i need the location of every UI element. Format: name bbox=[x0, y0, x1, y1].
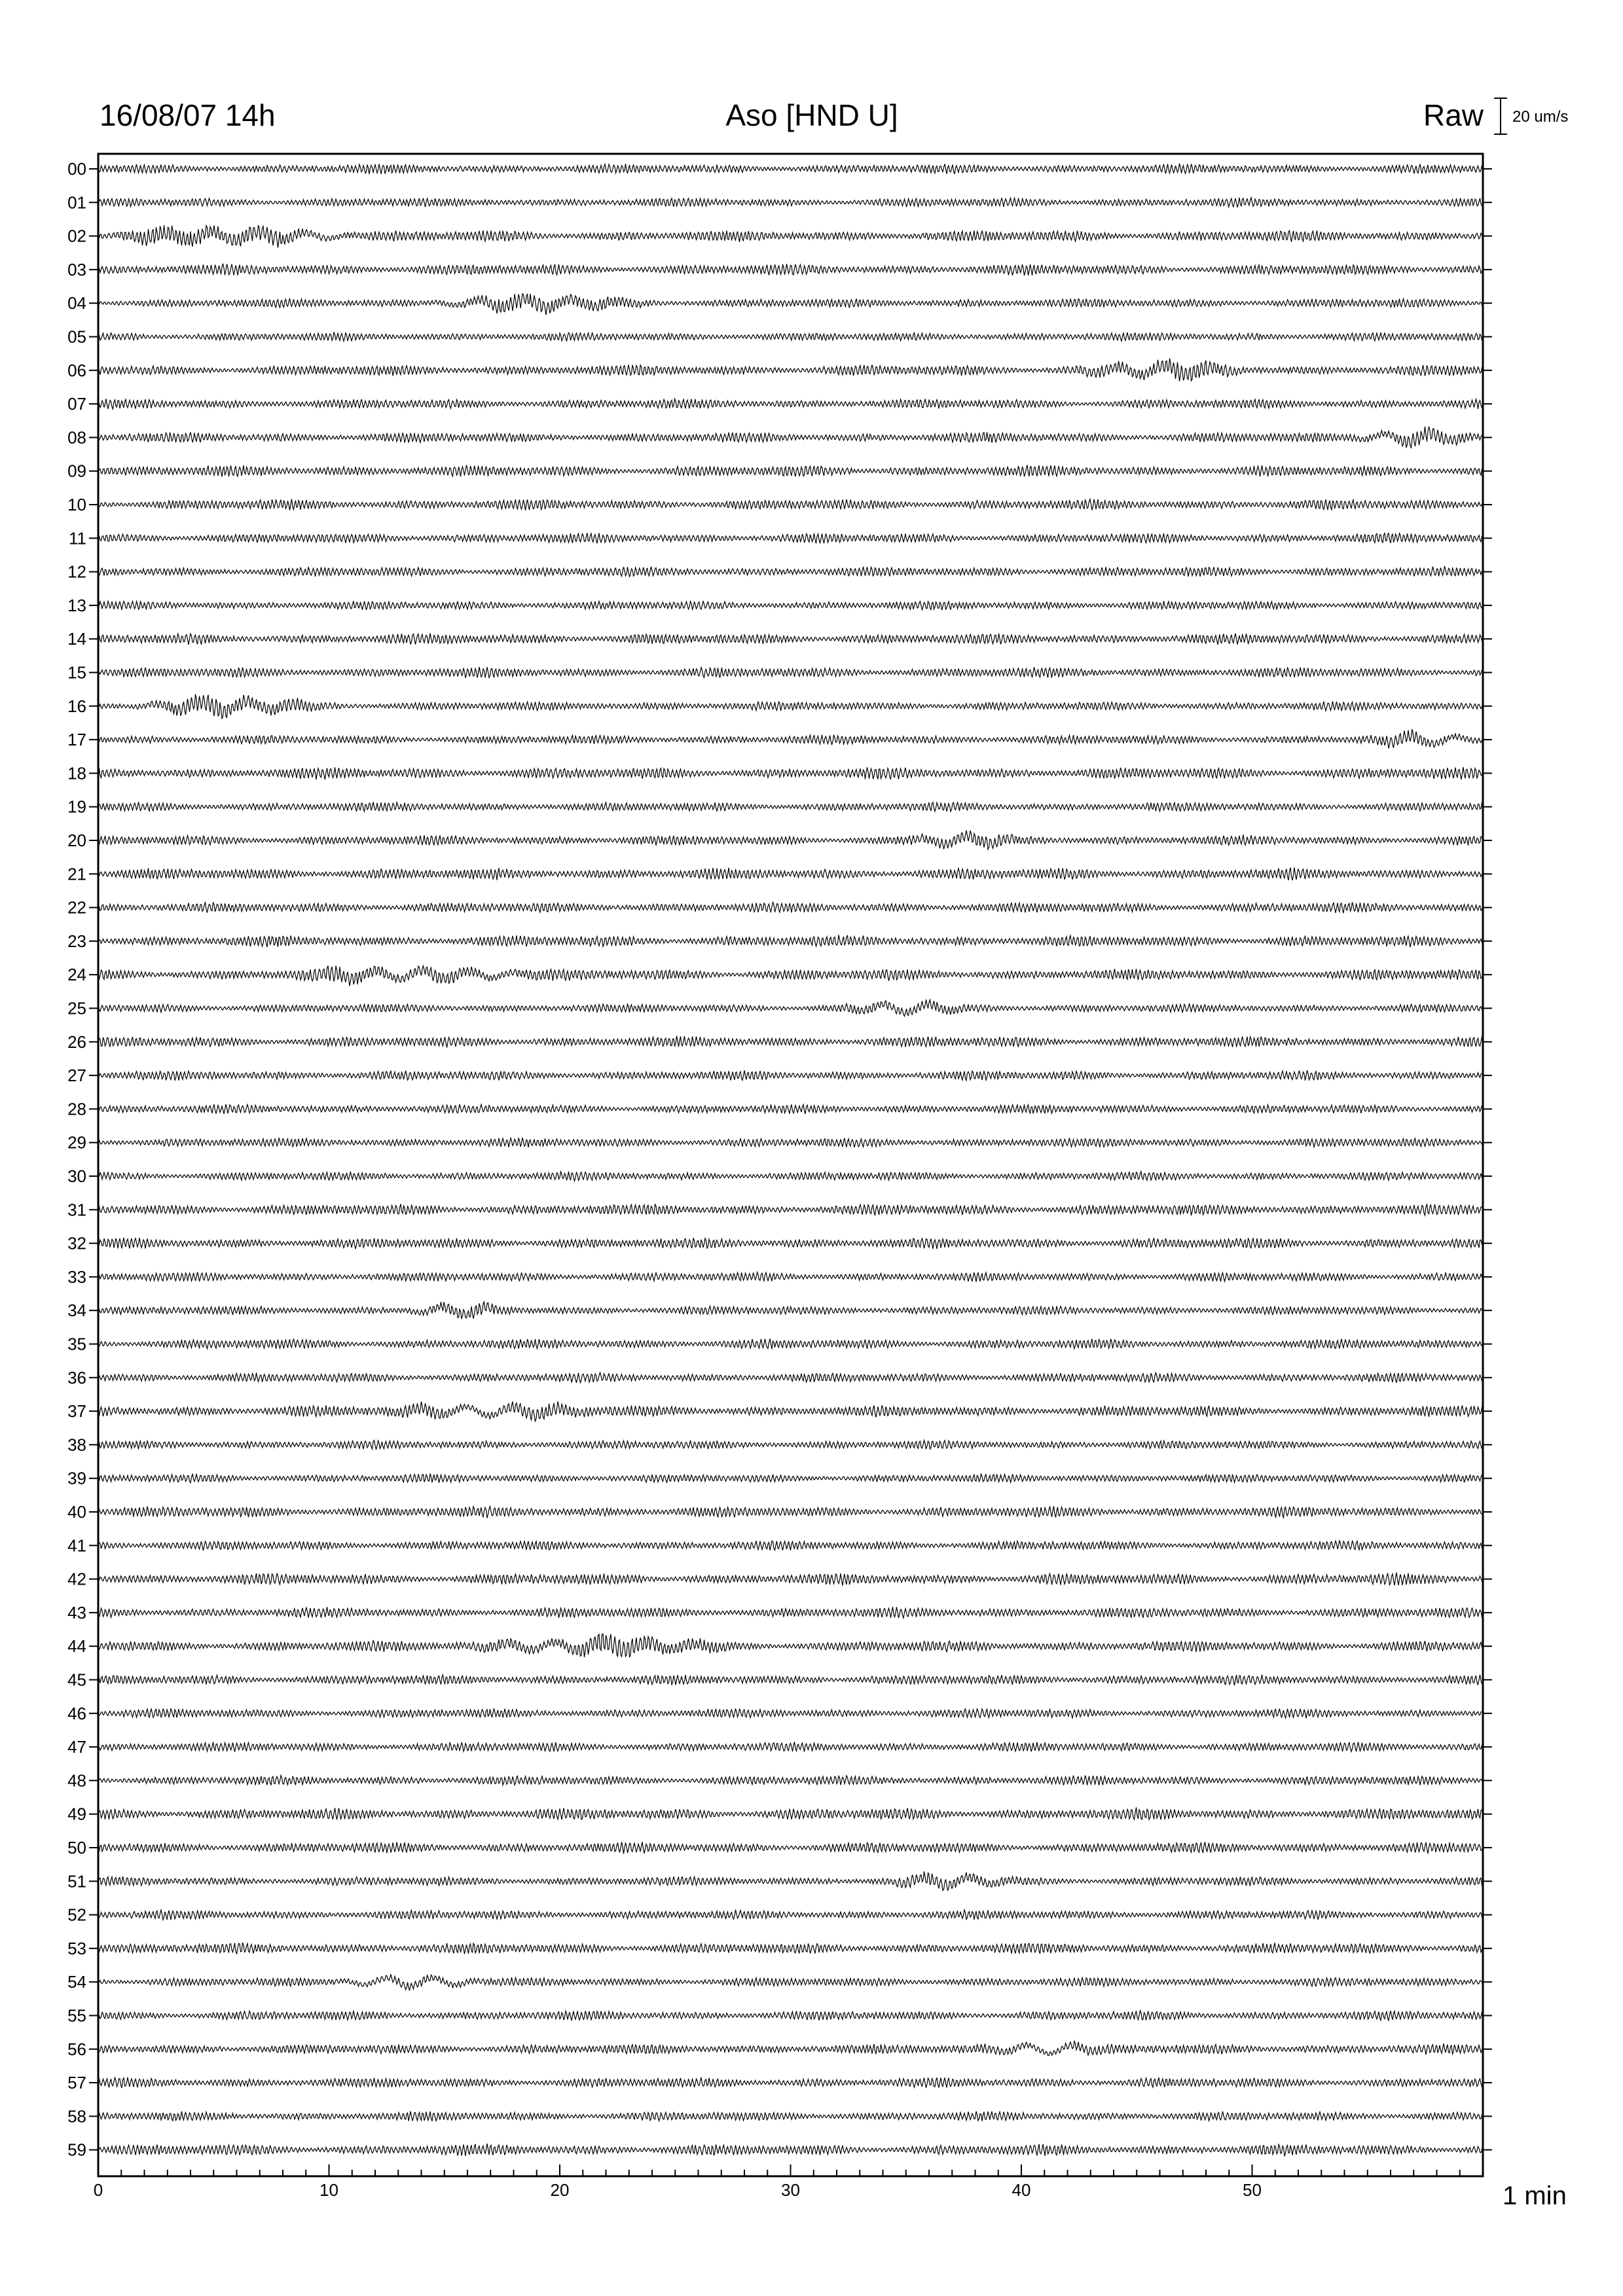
trace-row-06 bbox=[98, 358, 1483, 381]
row-label-layer bbox=[67, 159, 86, 2160]
trace-row-34 bbox=[98, 1302, 1483, 1319]
plot-frame bbox=[98, 154, 1483, 2176]
trace-row-13 bbox=[98, 601, 1483, 610]
x-axis bbox=[94, 2164, 1483, 2200]
row-label-49: 49 bbox=[67, 1804, 86, 1824]
row-label-22: 22 bbox=[67, 897, 86, 918]
row-label-34: 34 bbox=[67, 1300, 86, 1321]
trace-row-56 bbox=[98, 2041, 1483, 2056]
row-label-54: 54 bbox=[67, 1972, 86, 1992]
row-label-25: 25 bbox=[67, 998, 86, 1018]
trace-row-35 bbox=[98, 1338, 1483, 1349]
x-tick-label-40: 40 bbox=[1012, 2180, 1031, 2200]
trace-row-12 bbox=[98, 566, 1483, 577]
trace-row-15 bbox=[98, 667, 1483, 678]
row-label-45: 45 bbox=[67, 1670, 86, 1690]
trace-row-16 bbox=[98, 694, 1483, 719]
row-label-04: 04 bbox=[67, 293, 86, 314]
row-label-09: 09 bbox=[67, 461, 86, 481]
trace-row-45 bbox=[98, 1675, 1483, 1686]
row-label-44: 44 bbox=[67, 1636, 86, 1657]
trace-row-17 bbox=[98, 729, 1483, 749]
row-label-47: 47 bbox=[67, 1737, 86, 1757]
x-unit-label: 1 min bbox=[1503, 2181, 1567, 2210]
trace-row-07 bbox=[98, 399, 1483, 409]
row-label-21: 21 bbox=[67, 864, 86, 884]
trace-row-29 bbox=[98, 1138, 1483, 1147]
trace-row-58 bbox=[98, 2111, 1483, 2121]
trace-row-50 bbox=[98, 1842, 1483, 1854]
row-label-13: 13 bbox=[67, 595, 86, 615]
trace-row-33 bbox=[98, 1272, 1483, 1282]
trace-row-25 bbox=[98, 999, 1483, 1016]
trace-row-44 bbox=[98, 1634, 1483, 1657]
row-label-41: 41 bbox=[67, 1535, 86, 1556]
trace-row-18 bbox=[98, 767, 1483, 780]
date-hour-label: 16/08/07 14h bbox=[100, 98, 276, 132]
row-label-19: 19 bbox=[67, 797, 86, 817]
trace-row-23 bbox=[98, 935, 1483, 947]
trace-row-54 bbox=[98, 1974, 1483, 1990]
trace-row-42 bbox=[98, 1573, 1483, 1586]
trace-row-04 bbox=[98, 294, 1483, 315]
trace-row-59 bbox=[98, 2144, 1483, 2156]
trace-row-10 bbox=[98, 499, 1483, 511]
trace-row-11 bbox=[98, 533, 1483, 543]
trace-row-41 bbox=[98, 1541, 1483, 1551]
trace-row-46 bbox=[98, 1708, 1483, 1718]
row-label-35: 35 bbox=[67, 1334, 86, 1354]
row-label-07: 07 bbox=[67, 394, 86, 414]
row-label-14: 14 bbox=[67, 629, 86, 649]
trace-row-49 bbox=[98, 1808, 1483, 1820]
row-label-37: 37 bbox=[67, 1401, 86, 1422]
row-label-15: 15 bbox=[67, 662, 86, 683]
trace-row-27 bbox=[98, 1070, 1483, 1081]
trace-row-43 bbox=[98, 1607, 1483, 1618]
trace-row-38 bbox=[98, 1441, 1483, 1450]
trace-row-22 bbox=[98, 902, 1483, 913]
row-label-38: 38 bbox=[67, 1435, 86, 1455]
row-label-50: 50 bbox=[67, 1838, 86, 1857]
trace-row-09 bbox=[98, 465, 1483, 476]
row-label-57: 57 bbox=[67, 2073, 86, 2093]
trace-row-20 bbox=[98, 831, 1483, 850]
row-label-42: 42 bbox=[67, 1569, 86, 1589]
trace-row-32 bbox=[98, 1238, 1483, 1249]
row-label-05: 05 bbox=[67, 327, 86, 347]
row-label-40: 40 bbox=[67, 1502, 86, 1522]
station-title: Aso [HND U] bbox=[725, 98, 898, 132]
row-label-31: 31 bbox=[67, 1200, 86, 1220]
row-label-32: 32 bbox=[67, 1233, 86, 1253]
row-label-01: 01 bbox=[67, 192, 86, 213]
row-label-08: 08 bbox=[67, 427, 86, 448]
trace-row-28 bbox=[98, 1104, 1483, 1114]
trace-row-24 bbox=[98, 965, 1483, 986]
row-label-29: 29 bbox=[67, 1132, 86, 1153]
row-label-27: 27 bbox=[67, 1066, 86, 1086]
trace-row-52 bbox=[98, 1910, 1483, 1920]
row-label-24: 24 bbox=[67, 965, 86, 985]
row-label-52: 52 bbox=[67, 1905, 86, 1925]
row-label-56: 56 bbox=[67, 2039, 86, 2059]
row-label-58: 58 bbox=[67, 2106, 86, 2126]
row-label-39: 39 bbox=[67, 1468, 86, 1488]
trace-row-19 bbox=[98, 802, 1483, 812]
amplitude-scale-bar bbox=[1494, 98, 1507, 134]
row-label-02: 02 bbox=[67, 226, 86, 246]
row-label-18: 18 bbox=[67, 763, 86, 783]
row-label-06: 06 bbox=[67, 360, 86, 380]
row-label-12: 12 bbox=[67, 562, 86, 582]
x-tick-label-20: 20 bbox=[550, 2180, 570, 2200]
trace-row-00 bbox=[98, 164, 1483, 174]
trace-row-02 bbox=[98, 225, 1483, 248]
row-label-51: 51 bbox=[67, 1871, 86, 1892]
x-tick-label-50: 50 bbox=[1243, 2180, 1262, 2200]
trace-row-55 bbox=[98, 2011, 1483, 2020]
trace-row-05 bbox=[98, 332, 1483, 342]
row-label-59: 59 bbox=[67, 2140, 86, 2160]
row-label-16: 16 bbox=[67, 696, 86, 716]
trace-row-08 bbox=[98, 427, 1483, 448]
trace-row-37 bbox=[98, 1401, 1483, 1422]
trace-row-21 bbox=[98, 868, 1483, 881]
trace-row-48 bbox=[98, 1776, 1483, 1785]
scale-bar-label: 20 um/s bbox=[1512, 108, 1569, 126]
row-label-48: 48 bbox=[67, 1770, 86, 1791]
row-label-33: 33 bbox=[67, 1266, 86, 1287]
filter-label: Raw bbox=[1423, 98, 1484, 132]
x-tick-label-30: 30 bbox=[781, 2180, 800, 2200]
trace-layer bbox=[89, 164, 1492, 2157]
row-label-03: 03 bbox=[67, 259, 86, 279]
row-label-00: 00 bbox=[67, 159, 86, 179]
trace-row-40 bbox=[98, 1506, 1483, 1518]
row-label-46: 46 bbox=[67, 1703, 86, 1723]
row-label-17: 17 bbox=[67, 730, 86, 750]
trace-row-14 bbox=[98, 634, 1483, 645]
trace-row-53 bbox=[98, 1943, 1483, 1954]
trace-row-51 bbox=[98, 1871, 1483, 1890]
row-label-55: 55 bbox=[67, 2005, 86, 2026]
row-label-11: 11 bbox=[69, 528, 86, 548]
row-label-53: 53 bbox=[67, 1938, 86, 1958]
row-label-43: 43 bbox=[67, 1602, 86, 1623]
row-label-30: 30 bbox=[67, 1166, 86, 1186]
x-tick-label-0: 0 bbox=[93, 2180, 103, 2200]
trace-row-57 bbox=[98, 2077, 1483, 2088]
trace-row-30 bbox=[98, 1172, 1483, 1181]
row-label-10: 10 bbox=[67, 495, 86, 514]
row-label-23: 23 bbox=[67, 931, 86, 951]
trace-row-01 bbox=[98, 198, 1483, 207]
row-label-26: 26 bbox=[67, 1031, 86, 1052]
row-label-28: 28 bbox=[67, 1099, 86, 1119]
trace-row-39 bbox=[98, 1473, 1483, 1482]
x-tick-label-10: 10 bbox=[319, 2180, 338, 2200]
row-label-20: 20 bbox=[67, 831, 86, 850]
row-label-36: 36 bbox=[67, 1367, 86, 1388]
trace-row-03 bbox=[98, 264, 1483, 276]
trace-row-26 bbox=[98, 1036, 1483, 1048]
trace-row-47 bbox=[98, 1742, 1483, 1751]
trace-row-36 bbox=[98, 1372, 1483, 1383]
trace-row-31 bbox=[98, 1204, 1483, 1215]
